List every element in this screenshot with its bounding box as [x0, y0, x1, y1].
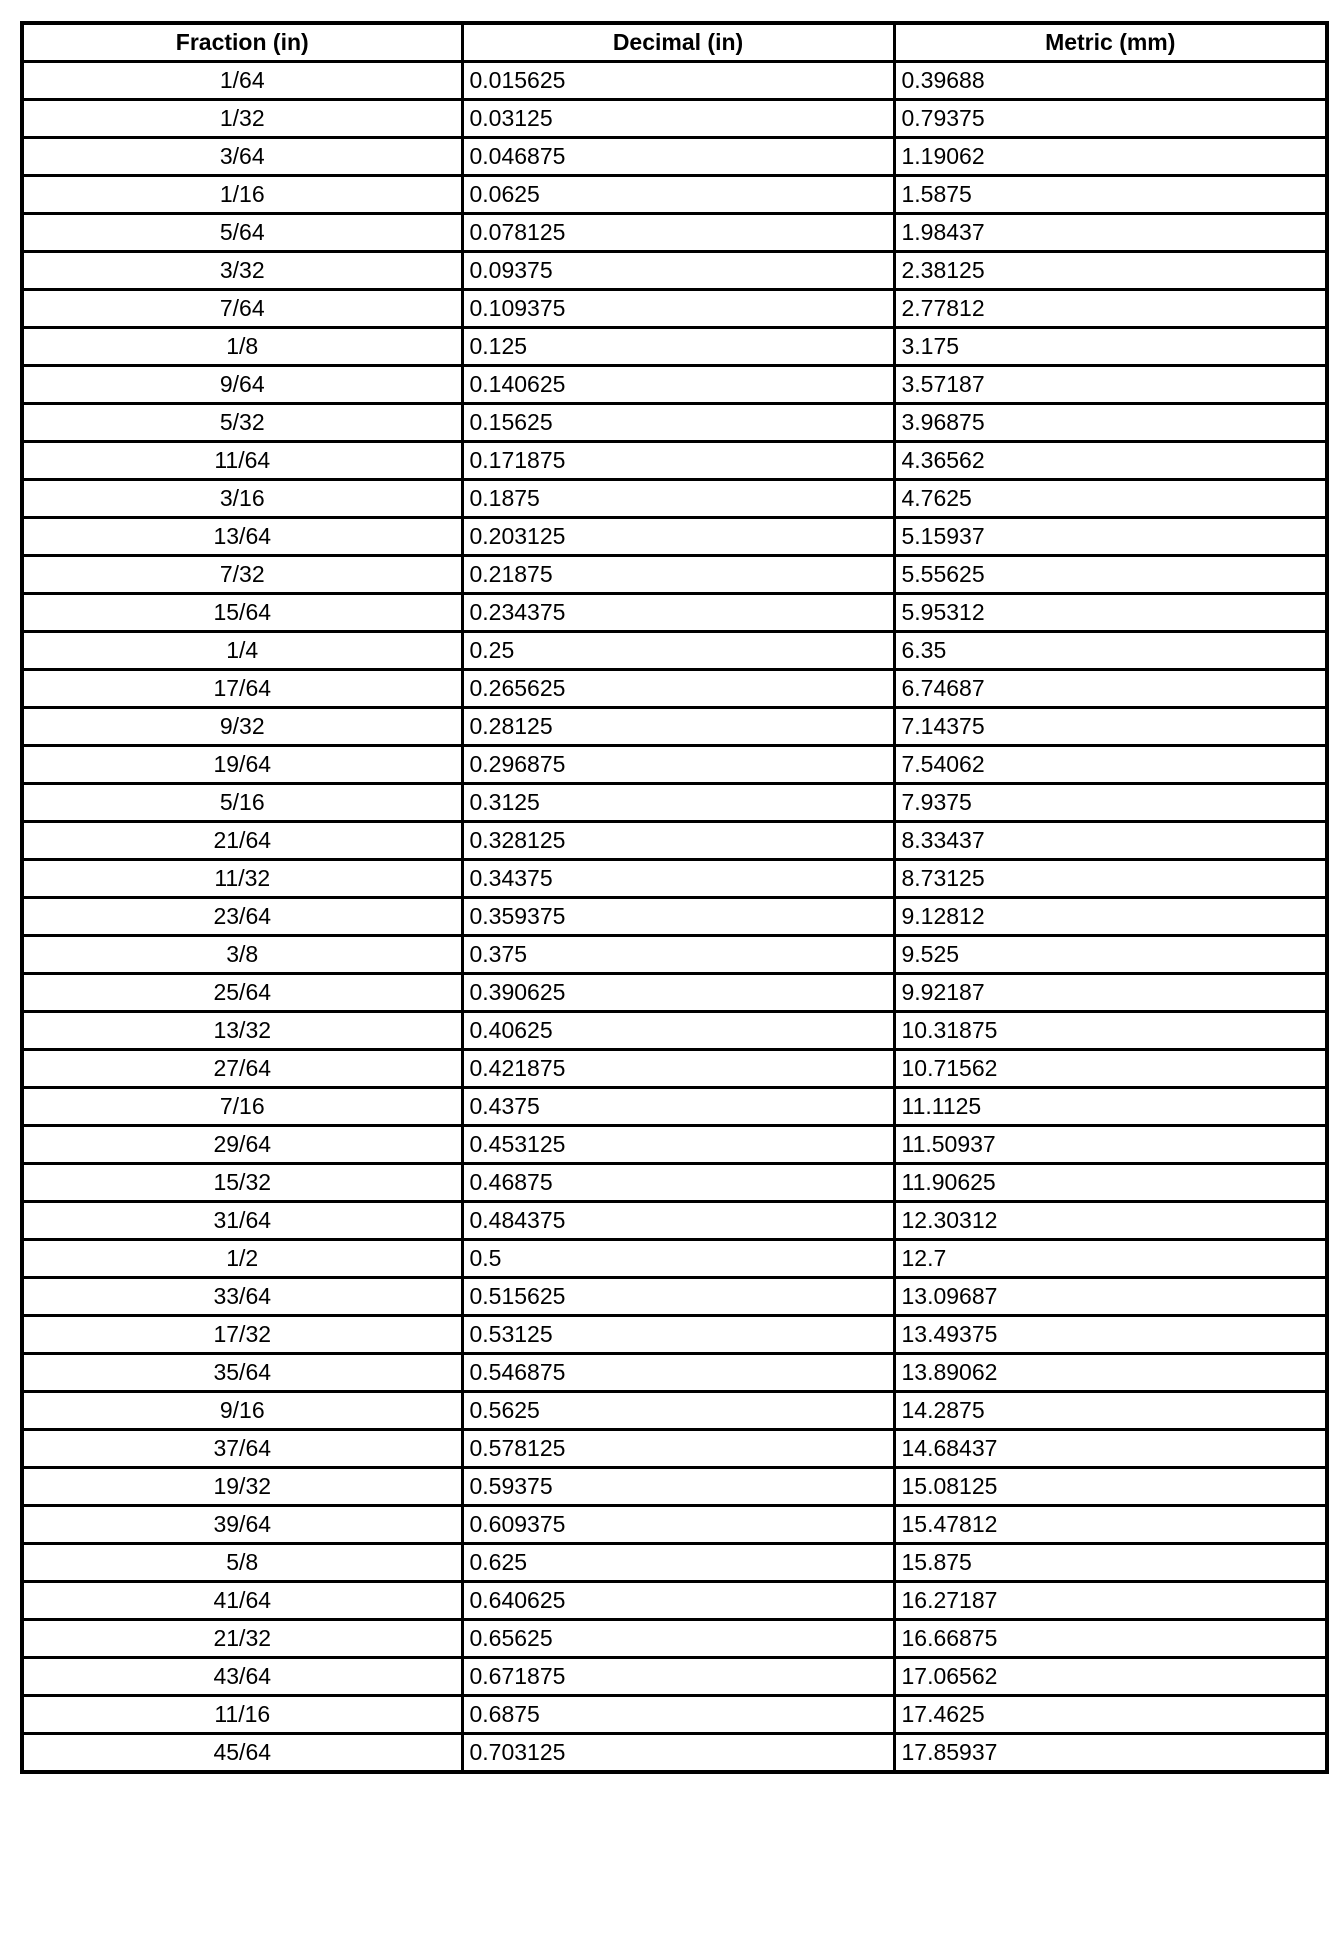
cell-decimal: 0.3125: [462, 784, 894, 822]
cell-fraction: 3/8: [22, 936, 462, 974]
cell-fraction: 1/8: [22, 328, 462, 366]
cell-decimal: 0.6875: [462, 1696, 894, 1734]
cell-fraction: 5/64: [22, 214, 462, 252]
cell-metric: 16.27187: [894, 1582, 1327, 1620]
cell-decimal: 0.0625: [462, 176, 894, 214]
table-row: [22, 176, 1327, 214]
header-fraction: Fraction (in): [22, 23, 462, 62]
cell-metric: 3.57187: [894, 366, 1327, 404]
cell-fraction: 25/64: [22, 974, 462, 1012]
table-row: [22, 1582, 1327, 1620]
cell-decimal: 0.390625: [462, 974, 894, 1012]
cell-fraction: 19/64: [22, 746, 462, 784]
cell-metric: 5.95312: [894, 594, 1327, 632]
cell-decimal: 0.703125: [462, 1734, 894, 1773]
cell-decimal: 0.65625: [462, 1620, 894, 1658]
cell-decimal: 0.359375: [462, 898, 894, 936]
table-row: [22, 594, 1327, 632]
cell-fraction: 7/64: [22, 290, 462, 328]
cell-fraction: 37/64: [22, 1430, 462, 1468]
cell-fraction: 11/32: [22, 860, 462, 898]
table-row: [22, 442, 1327, 480]
cell-metric: 2.77812: [894, 290, 1327, 328]
table-row: [22, 632, 1327, 670]
cell-decimal: 0.21875: [462, 556, 894, 594]
header-row: [22, 23, 1327, 62]
cell-fraction: 17/32: [22, 1316, 462, 1354]
cell-decimal: 0.296875: [462, 746, 894, 784]
cell-decimal: 0.640625: [462, 1582, 894, 1620]
cell-decimal: 0.515625: [462, 1278, 894, 1316]
table-row: [22, 1050, 1327, 1088]
cell-metric: 9.92187: [894, 974, 1327, 1012]
cell-decimal: 0.15625: [462, 404, 894, 442]
cell-fraction: 5/32: [22, 404, 462, 442]
table-row: [22, 860, 1327, 898]
cell-decimal: 0.453125: [462, 1126, 894, 1164]
table-row: [22, 974, 1327, 1012]
cell-fraction: 15/64: [22, 594, 462, 632]
cell-metric: 15.08125: [894, 1468, 1327, 1506]
table-row: [22, 328, 1327, 366]
table-row: [22, 1164, 1327, 1202]
table-row: [22, 556, 1327, 594]
cell-metric: 12.30312: [894, 1202, 1327, 1240]
table-row: [22, 1506, 1327, 1544]
cell-fraction: 27/64: [22, 1050, 462, 1088]
cell-fraction: 29/64: [22, 1126, 462, 1164]
cell-fraction: 43/64: [22, 1658, 462, 1696]
table-row: [22, 1012, 1327, 1050]
cell-metric: 4.36562: [894, 442, 1327, 480]
cell-decimal: 0.46875: [462, 1164, 894, 1202]
cell-metric: 10.31875: [894, 1012, 1327, 1050]
table-row: [22, 1354, 1327, 1392]
cell-decimal: 0.03125: [462, 100, 894, 138]
cell-fraction: 15/32: [22, 1164, 462, 1202]
cell-decimal: 0.4375: [462, 1088, 894, 1126]
cell-decimal: 0.40625: [462, 1012, 894, 1050]
table-row: [22, 822, 1327, 860]
cell-fraction: 1/64: [22, 62, 462, 100]
table-row: [22, 404, 1327, 442]
cell-decimal: 0.28125: [462, 708, 894, 746]
cell-fraction: 1/2: [22, 1240, 462, 1278]
table-row: [22, 1620, 1327, 1658]
cell-metric: 1.98437: [894, 214, 1327, 252]
table-row: [22, 1430, 1327, 1468]
cell-decimal: 0.59375: [462, 1468, 894, 1506]
table-row: [22, 1278, 1327, 1316]
table-row: [22, 1544, 1327, 1582]
cell-fraction: 5/16: [22, 784, 462, 822]
table-row: [22, 366, 1327, 404]
table-row: [22, 480, 1327, 518]
cell-decimal: 0.671875: [462, 1658, 894, 1696]
cell-fraction: 21/32: [22, 1620, 462, 1658]
cell-fraction: 1/16: [22, 176, 462, 214]
cell-decimal: 0.34375: [462, 860, 894, 898]
cell-decimal: 0.234375: [462, 594, 894, 632]
header-metric: Metric (mm): [894, 23, 1327, 62]
table-row: [22, 1658, 1327, 1696]
cell-metric: 3.175: [894, 328, 1327, 366]
cell-metric: 7.14375: [894, 708, 1327, 746]
cell-fraction: 17/64: [22, 670, 462, 708]
table-row: [22, 1240, 1327, 1278]
table-row: [22, 252, 1327, 290]
cell-decimal: 0.015625: [462, 62, 894, 100]
table-row: [22, 100, 1327, 138]
table-row: [22, 290, 1327, 328]
cell-metric: 9.525: [894, 936, 1327, 974]
cell-fraction: 1/4: [22, 632, 462, 670]
cell-metric: 1.19062: [894, 138, 1327, 176]
cell-metric: 13.09687: [894, 1278, 1327, 1316]
header-decimal: Decimal (in): [462, 23, 894, 62]
cell-decimal: 0.328125: [462, 822, 894, 860]
cell-decimal: 0.09375: [462, 252, 894, 290]
cell-metric: 0.39688: [894, 62, 1327, 100]
cell-metric: 14.68437: [894, 1430, 1327, 1468]
cell-decimal: 0.078125: [462, 214, 894, 252]
cell-metric: 5.15937: [894, 518, 1327, 556]
cell-metric: 11.1125: [894, 1088, 1327, 1126]
table-row: [22, 746, 1327, 784]
cell-decimal: 0.109375: [462, 290, 894, 328]
cell-metric: 9.12812: [894, 898, 1327, 936]
table-row: [22, 670, 1327, 708]
cell-decimal: 0.25: [462, 632, 894, 670]
cell-decimal: 0.421875: [462, 1050, 894, 1088]
table-row: [22, 62, 1327, 100]
cell-metric: 13.89062: [894, 1354, 1327, 1392]
cell-fraction: 23/64: [22, 898, 462, 936]
cell-fraction: 1/32: [22, 100, 462, 138]
cell-fraction: 3/16: [22, 480, 462, 518]
cell-metric: 3.96875: [894, 404, 1327, 442]
cell-metric: 1.5875: [894, 176, 1327, 214]
cell-metric: 12.7: [894, 1240, 1327, 1278]
cell-decimal: 0.046875: [462, 138, 894, 176]
cell-metric: 6.35: [894, 632, 1327, 670]
table-row: [22, 1088, 1327, 1126]
cell-metric: 8.73125: [894, 860, 1327, 898]
cell-fraction: 9/64: [22, 366, 462, 404]
cell-decimal: 0.171875: [462, 442, 894, 480]
cell-metric: 17.85937: [894, 1734, 1327, 1773]
cell-metric: 17.4625: [894, 1696, 1327, 1734]
cell-metric: 15.875: [894, 1544, 1327, 1582]
cell-fraction: 13/32: [22, 1012, 462, 1050]
cell-fraction: 45/64: [22, 1734, 462, 1773]
table-row: [22, 898, 1327, 936]
cell-decimal: 0.375: [462, 936, 894, 974]
cell-metric: 7.9375: [894, 784, 1327, 822]
cell-decimal: 0.5: [462, 1240, 894, 1278]
table-row: [22, 1468, 1327, 1506]
cell-decimal: 0.53125: [462, 1316, 894, 1354]
table-row: [22, 708, 1327, 746]
cell-metric: 5.55625: [894, 556, 1327, 594]
cell-metric: 10.71562: [894, 1050, 1327, 1088]
cell-fraction: 11/16: [22, 1696, 462, 1734]
cell-decimal: 0.1875: [462, 480, 894, 518]
table-row: [22, 518, 1327, 556]
table-row: [22, 1392, 1327, 1430]
cell-decimal: 0.484375: [462, 1202, 894, 1240]
cell-decimal: 0.578125: [462, 1430, 894, 1468]
cell-decimal: 0.140625: [462, 366, 894, 404]
table-row: [22, 138, 1327, 176]
cell-decimal: 0.265625: [462, 670, 894, 708]
cell-decimal: 0.609375: [462, 1506, 894, 1544]
cell-fraction: 7/32: [22, 556, 462, 594]
table-row: [22, 1316, 1327, 1354]
table-row: [22, 1126, 1327, 1164]
table-row: [22, 1734, 1327, 1773]
cell-fraction: 9/32: [22, 708, 462, 746]
cell-decimal: 0.625: [462, 1544, 894, 1582]
cell-fraction: 33/64: [22, 1278, 462, 1316]
cell-fraction: 19/32: [22, 1468, 462, 1506]
cell-decimal: 0.546875: [462, 1354, 894, 1392]
cell-fraction: 5/8: [22, 1544, 462, 1582]
cell-metric: 13.49375: [894, 1316, 1327, 1354]
table-row: [22, 936, 1327, 974]
cell-fraction: 21/64: [22, 822, 462, 860]
cell-fraction: 7/16: [22, 1088, 462, 1126]
cell-decimal: 0.203125: [462, 518, 894, 556]
cell-fraction: 3/64: [22, 138, 462, 176]
cell-metric: 4.7625: [894, 480, 1327, 518]
cell-metric: 11.90625: [894, 1164, 1327, 1202]
cell-decimal: 0.5625: [462, 1392, 894, 1430]
cell-metric: 7.54062: [894, 746, 1327, 784]
cell-metric: 11.50937: [894, 1126, 1327, 1164]
cell-fraction: 13/64: [22, 518, 462, 556]
cell-fraction: 3/32: [22, 252, 462, 290]
cell-fraction: 35/64: [22, 1354, 462, 1392]
cell-metric: 6.74687: [894, 670, 1327, 708]
cell-fraction: 11/64: [22, 442, 462, 480]
cell-metric: 0.79375: [894, 100, 1327, 138]
cell-metric: 8.33437: [894, 822, 1327, 860]
cell-fraction: 9/16: [22, 1392, 462, 1430]
cell-metric: 17.06562: [894, 1658, 1327, 1696]
cell-metric: 14.2875: [894, 1392, 1327, 1430]
table-body: [22, 62, 1327, 1773]
conversion-table: [20, 21, 1329, 1774]
table-row: [22, 784, 1327, 822]
cell-fraction: 41/64: [22, 1582, 462, 1620]
cell-metric: 15.47812: [894, 1506, 1327, 1544]
cell-fraction: 31/64: [22, 1202, 462, 1240]
cell-fraction: 39/64: [22, 1506, 462, 1544]
cell-decimal: 0.125: [462, 328, 894, 366]
table-row: [22, 1696, 1327, 1734]
table-row: [22, 214, 1327, 252]
table-row: [22, 1202, 1327, 1240]
cell-metric: 16.66875: [894, 1620, 1327, 1658]
cell-metric: 2.38125: [894, 252, 1327, 290]
